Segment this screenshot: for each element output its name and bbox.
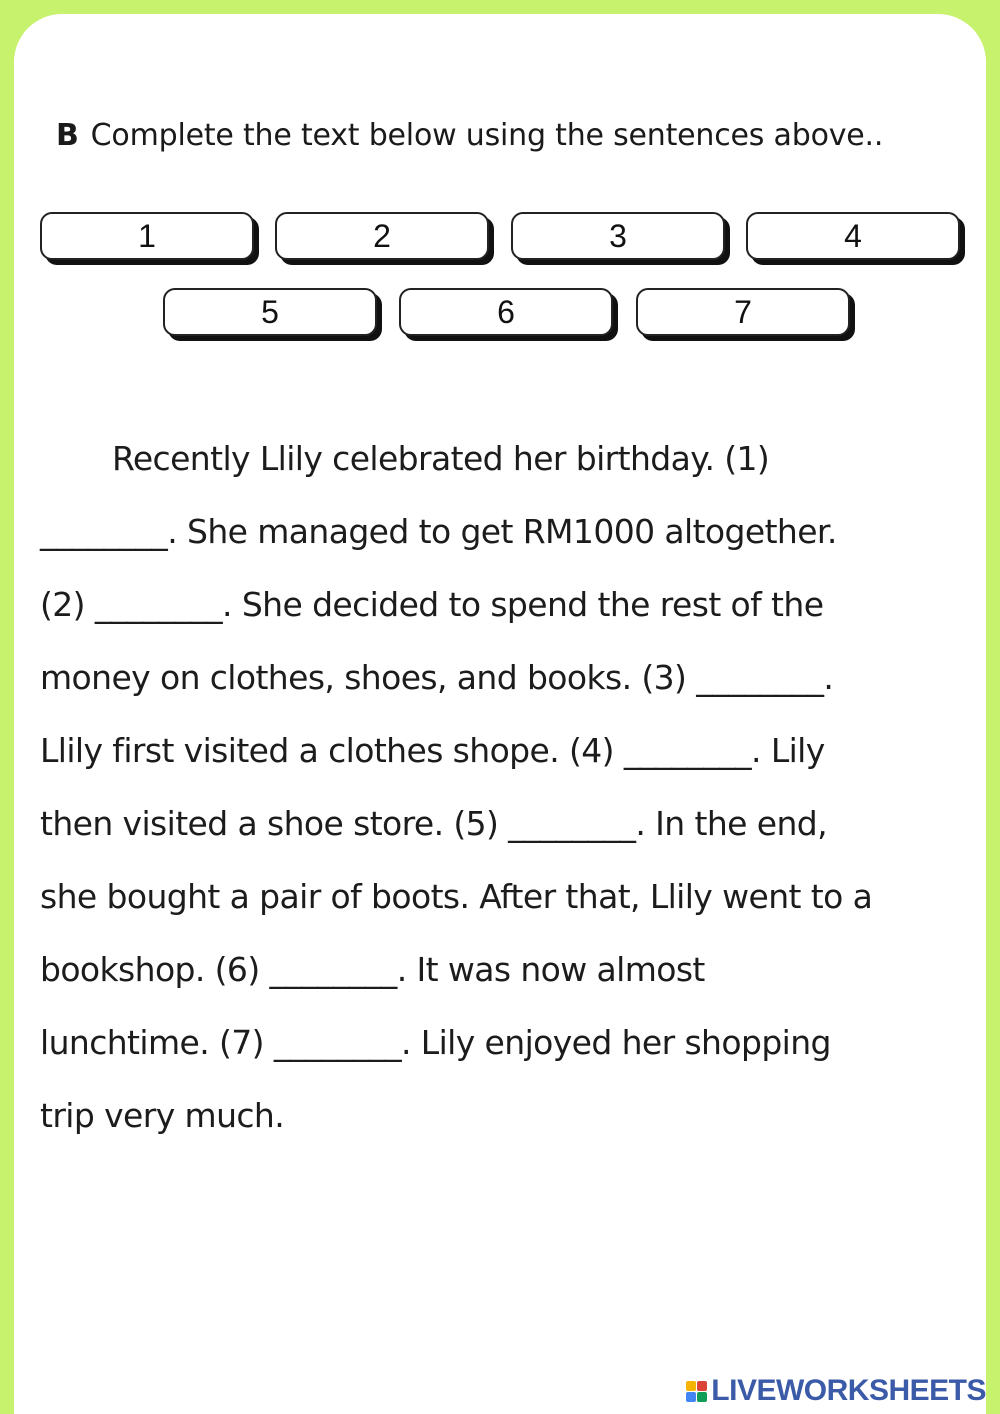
- answer-box-2[interactable]: 2: [275, 212, 489, 260]
- passage-text: [40, 422, 980, 1152]
- passage-line: trip very much.: [40, 1096, 285, 1135]
- answer-box-4[interactable]: 4: [746, 212, 960, 260]
- answer-box-6[interactable]: 6: [399, 288, 613, 336]
- logo-square-yellow: [686, 1381, 696, 1391]
- passage-line: (2) ________. She decided to spend the rest of the: [40, 585, 824, 624]
- section-letter: B: [56, 118, 79, 153]
- answer-box-1[interactable]: 1: [40, 212, 254, 260]
- answer-box-7[interactable]: 7: [636, 288, 850, 336]
- instruction-text: Complete the text below using the sentences above..: [90, 118, 884, 153]
- passage-line: then visited a shoe store. (5) ________. In the end,: [40, 804, 828, 843]
- answer-box-3[interactable]: 3: [511, 212, 725, 260]
- passage-line: Llily first visited a clothes shope. (4) ________. Lily: [40, 731, 825, 770]
- logo-square-blue: [686, 1392, 696, 1402]
- passage-line: Recently Llily celebrated her birthday. (1): [112, 439, 770, 478]
- instruction: [56, 118, 883, 153]
- answer-box-5[interactable]: 5: [163, 288, 377, 336]
- logo-square-red: [697, 1381, 707, 1391]
- passage-line: she bought a pair of boots. After that, Llily went to a: [40, 877, 873, 916]
- passage-line: ________. She managed to get RM1000 altogether.: [40, 512, 837, 551]
- logo-square-green: [697, 1392, 707, 1402]
- logo-text: LIVEWORKSHEETS: [711, 1374, 986, 1407]
- liveworksheets-logo[interactable]: [686, 1376, 986, 1406]
- passage-line: bookshop. (6) ________. It was now almost: [40, 950, 705, 989]
- logo-icon: [686, 1381, 707, 1402]
- passage-line: lunchtime. (7) ________. Lily enjoyed her shopping: [40, 1023, 831, 1062]
- passage-line: money on clothes, shoes, and books. (3) ________.: [40, 658, 834, 697]
